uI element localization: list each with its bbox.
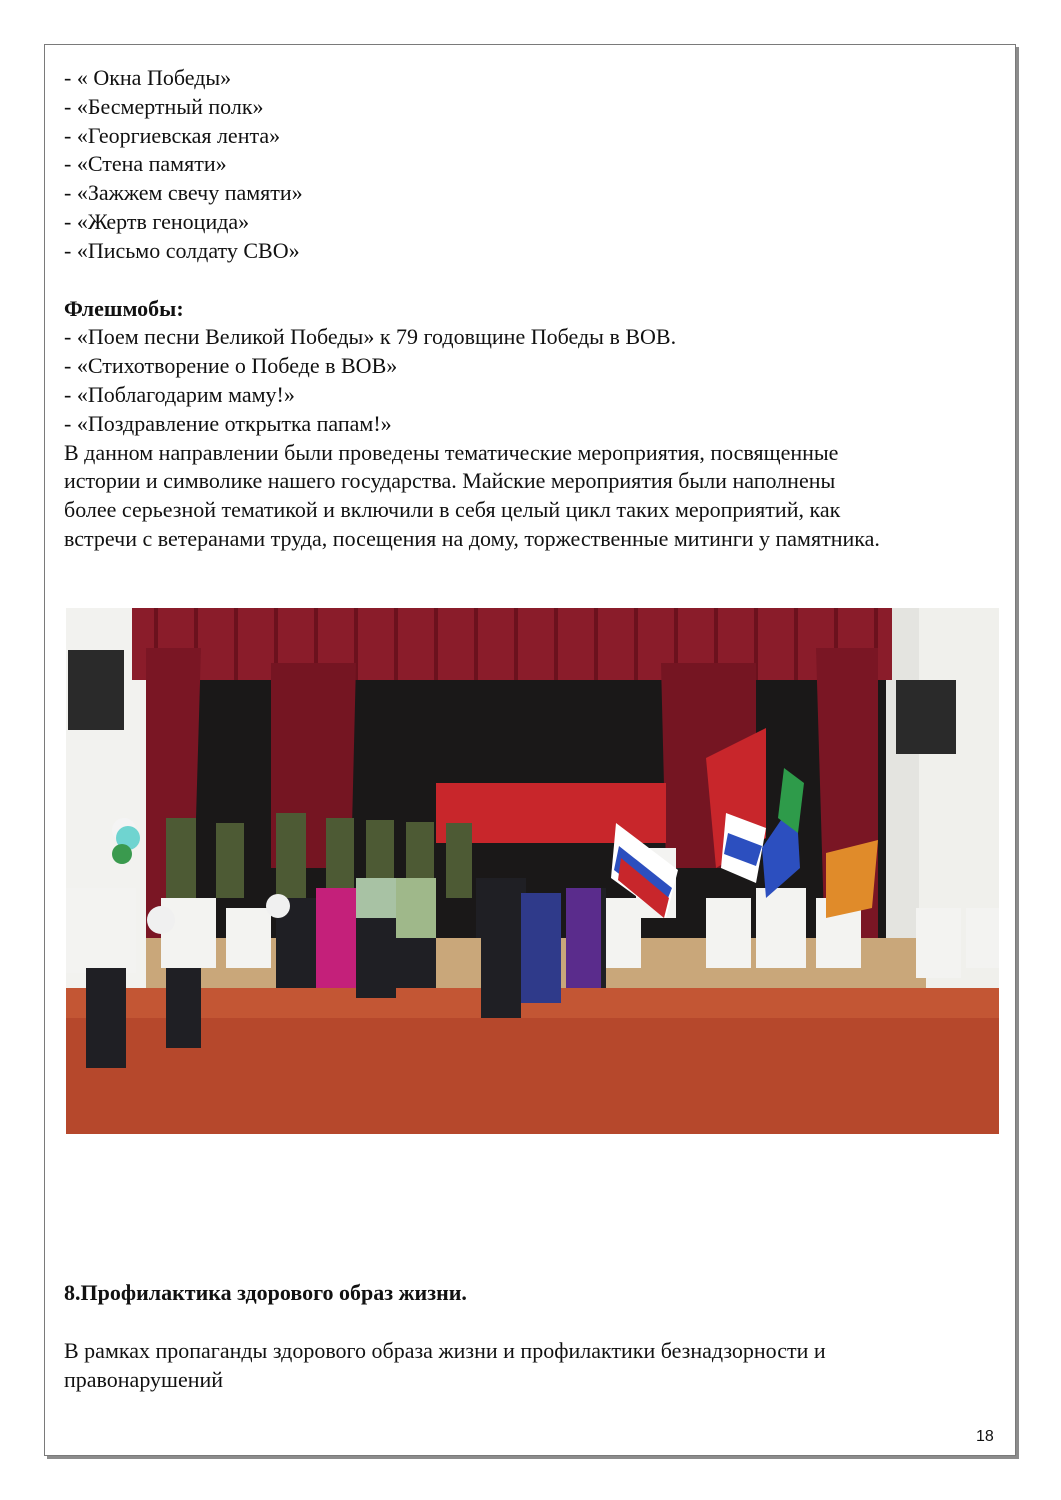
campaign-item: - «Георгиевская лента» (64, 122, 281, 148)
paragraph-line: более серьезной тематикой и включили в себя целый цикл таких мероприятий, как (64, 497, 841, 523)
campaign-item: - «Зажжем свечу памяти» (64, 180, 303, 206)
campaign-item: - «Стена памяти» (64, 151, 227, 177)
campaign-item: - «Письмо солдату СВО» (64, 237, 300, 263)
section-text-line: В рамках пропаганды здорового образа жизни и профилактики безнадзорности и (64, 1338, 826, 1363)
section-title: 8.Профилактика здорового образ жизни. (64, 1280, 467, 1305)
paragraph-line: встречи с ветеранами труда, посещения на дому, торжественные митинги у памятника. (64, 525, 880, 551)
paragraph-line: истории и символике нашего государства. Майские мероприятия были наполнены (64, 468, 836, 494)
page-number: 18 (976, 1428, 994, 1445)
section-text-line: правонарушений (64, 1366, 224, 1392)
campaign-item: - «Бесмертный полк» (64, 93, 264, 119)
paragraph-line: В данном направлении были проведены тематические мероприятия, посвященные (64, 439, 839, 465)
flashmob-item: - «Поем песни Великой Победы» к 79 годовщине Победы в ВОВ. (64, 324, 677, 350)
section-text (64, 1337, 984, 1395)
campaign-item: - «Жертв геноцида» (64, 208, 250, 234)
event-photo (66, 608, 999, 1134)
flashmobs-heading: Флешмобы: (64, 295, 184, 321)
campaign-item: - « Окна Победы» (64, 65, 232, 90)
flashmob-item: - «Стихотворение о Победе в ВОВ» (64, 353, 398, 379)
flashmob-item: - «Поздравление открытка папам!» (64, 410, 392, 436)
page-content (64, 64, 1004, 554)
flashmob-item: - «Поблагодарим маму!» (64, 381, 295, 407)
